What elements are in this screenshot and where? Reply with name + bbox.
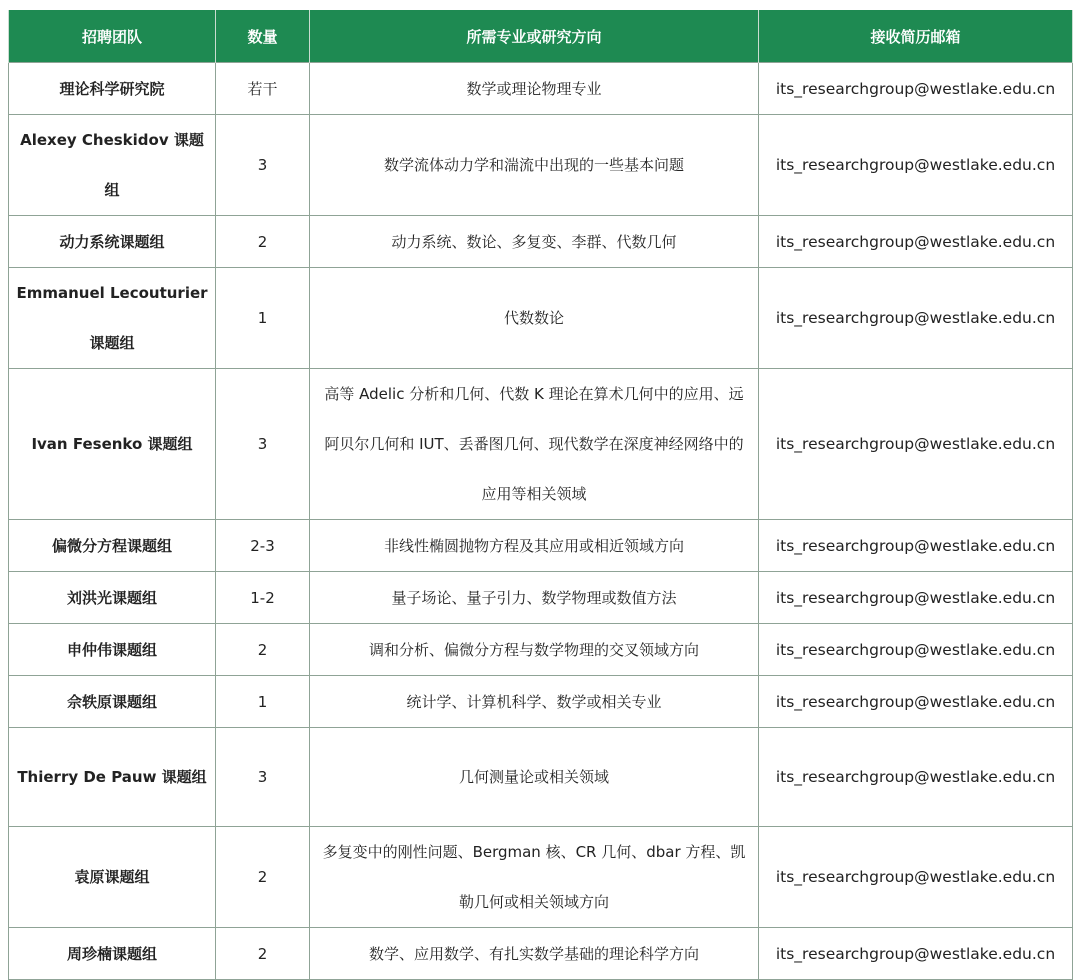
field-cell: 动力系统、数论、多复变、李群、代数几何 xyxy=(310,216,759,268)
team-cell: Emmanuel Lecouturier 课题组 xyxy=(9,268,216,369)
team-cell: 偏微分方程课题组 xyxy=(9,520,216,572)
team-cell: 申仲伟课题组 xyxy=(9,624,216,676)
email-cell[interactable]: its_researchgroup@westlake.edu.cn xyxy=(759,928,1073,980)
team-cell: 刘洪光课题组 xyxy=(9,572,216,624)
recruitment-table xyxy=(8,10,1073,980)
table-row xyxy=(9,520,1073,572)
count-cell: 2 xyxy=(216,928,310,980)
field-cell: 调和分析、偏微分方程与数学物理的交叉领域方向 xyxy=(310,624,759,676)
count-cell: 1-2 xyxy=(216,572,310,624)
table-row xyxy=(9,216,1073,268)
header-email: 接收简历邮箱 xyxy=(759,10,1073,63)
field-cell: 量子场论、量子引力、数学物理或数值方法 xyxy=(310,572,759,624)
table-row xyxy=(9,624,1073,676)
email-cell[interactable]: its_researchgroup@westlake.edu.cn xyxy=(759,520,1073,572)
count-cell: 2 xyxy=(216,216,310,268)
count-cell: 2 xyxy=(216,827,310,928)
field-cell: 数学流体动力学和湍流中出现的一些基本问题 xyxy=(310,115,759,216)
table-header-row xyxy=(9,10,1073,63)
team-cell: 佘轶原课题组 xyxy=(9,676,216,728)
email-cell[interactable]: its_researchgroup@westlake.edu.cn xyxy=(759,268,1073,369)
count-cell: 2-3 xyxy=(216,520,310,572)
email-cell[interactable]: its_researchgroup@westlake.edu.cn xyxy=(759,369,1073,520)
count-cell: 1 xyxy=(216,268,310,369)
team-cell: 袁原课题组 xyxy=(9,827,216,928)
field-cell: 高等 Adelic 分析和几何、代数 K 理论在算术几何中的应用、远阿贝尔几何和 IUT、丢番图几何、现代数学在深度神经网络中的应用等相关领域 xyxy=(310,369,759,520)
table-row xyxy=(9,728,1073,827)
email-cell[interactable]: its_researchgroup@westlake.edu.cn xyxy=(759,624,1073,676)
field-cell: 非线性椭圆抛物方程及其应用或相近领域方向 xyxy=(310,520,759,572)
count-cell: 3 xyxy=(216,115,310,216)
email-cell[interactable]: its_researchgroup@westlake.edu.cn xyxy=(759,827,1073,928)
table-row xyxy=(9,369,1073,520)
table-row xyxy=(9,827,1073,928)
table-row xyxy=(9,115,1073,216)
team-cell: Alexey Cheskidov 课题组 xyxy=(9,115,216,216)
count-cell: 2 xyxy=(216,624,310,676)
count-cell: 若干 xyxy=(216,63,310,115)
table-row xyxy=(9,928,1073,980)
email-cell[interactable]: its_researchgroup@westlake.edu.cn xyxy=(759,676,1073,728)
team-cell: 理论科学研究院 xyxy=(9,63,216,115)
field-cell: 数学、应用数学、有扎实数学基础的理论科学方向 xyxy=(310,928,759,980)
field-cell: 几何测量论或相关领域 xyxy=(310,728,759,827)
table-row xyxy=(9,63,1073,115)
header-team: 招聘团队 xyxy=(9,10,216,63)
email-cell[interactable]: its_researchgroup@westlake.edu.cn xyxy=(759,216,1073,268)
email-cell[interactable]: its_researchgroup@westlake.edu.cn xyxy=(759,572,1073,624)
email-cell[interactable]: its_researchgroup@westlake.edu.cn xyxy=(759,728,1073,827)
count-cell: 3 xyxy=(216,728,310,827)
field-cell: 多复变中的刚性问题、Bergman 核、CR 几何、dbar 方程、凯勒几何或相关领域方向 xyxy=(310,827,759,928)
table-row xyxy=(9,572,1073,624)
table-row xyxy=(9,268,1073,369)
email-cell[interactable]: its_researchgroup@westlake.edu.cn xyxy=(759,63,1073,115)
team-cell: 动力系统课题组 xyxy=(9,216,216,268)
field-cell: 统计学、计算机科学、数学或相关专业 xyxy=(310,676,759,728)
header-count: 数量 xyxy=(216,10,310,63)
email-cell[interactable]: its_researchgroup@westlake.edu.cn xyxy=(759,115,1073,216)
table-row xyxy=(9,676,1073,728)
field-cell: 代数数论 xyxy=(310,268,759,369)
header-field: 所需专业或研究方向 xyxy=(310,10,759,63)
count-cell: 3 xyxy=(216,369,310,520)
team-cell: 周珍楠课题组 xyxy=(9,928,216,980)
count-cell: 1 xyxy=(216,676,310,728)
team-cell: Ivan Fesenko 课题组 xyxy=(9,369,216,520)
team-cell: Thierry De Pauw 课题组 xyxy=(9,728,216,827)
recruitment-table-container xyxy=(8,10,1072,980)
field-cell: 数学或理论物理专业 xyxy=(310,63,759,115)
